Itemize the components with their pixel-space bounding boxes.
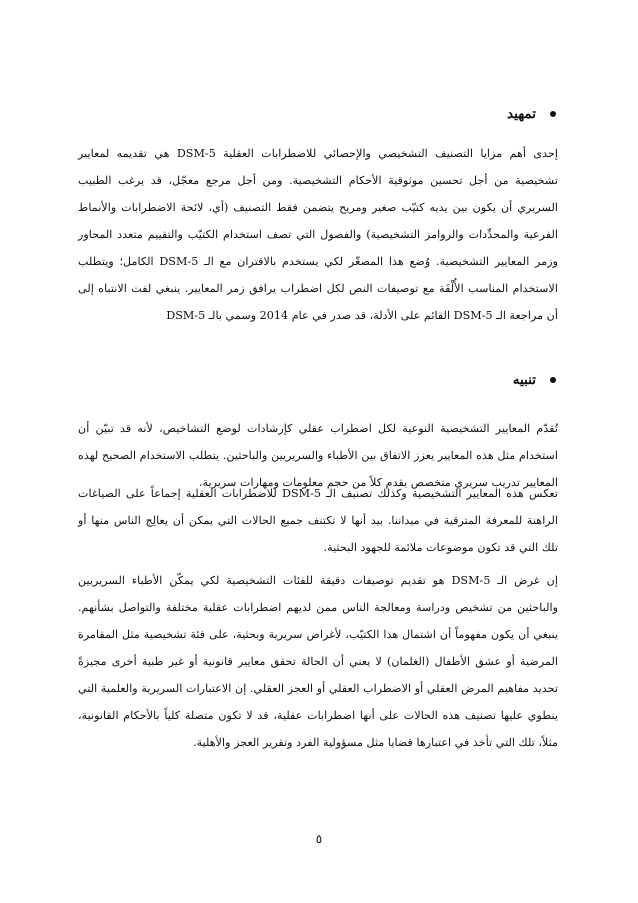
page-number: ٥ [315, 832, 323, 846]
bullet-icon [550, 377, 556, 383]
section-heading-notice [513, 372, 556, 388]
section-heading-text: تنبيه [512, 372, 536, 388]
section-heading-text: تمهيد [507, 106, 536, 122]
paragraph-notice-1: تُقدّم المعايير التشخيصية النوعية لكل اضطراب عقلي كإرشادات لوضع التشاخيص، لأنه قد تبيّن أن استخدام مثل هذه المعايير يعزز الاتفاق بين الأطباء والسريريين والباحثين. يتطلب الاستخدام الصحيح لهذه المعايير تدريب سريري متخصص يقدم كلاً من حجم معلومات ومهارات سريرية. [78, 422, 558, 489]
paragraph-notice-3: إن غرض الـ DSM-5 هو تقديم توصيفات دقيقة للفئات التشخيصية لكي يمكّن الأطباء السريريين والباحثين من تشخيص ودراسة ومعالجة الناس ممن لديهم اضطرابات عقلية مختلفة والتواصل بشأنهم. ينبغي أن يكون مفهوماً أن اشتمال هذا الكتيّب، لأغراض سريرية وبحثية، على فئة تشخيصية مثل المقامرة المرضية أو عشق الأطفال (الغلمان) لا يعني أن الحالة تحقق معايير قانونية أو غير طبية أخرى مجيزةً تحديد مفاهيم المرض العقلي أو الاضطراب العقلي أو العجز العقلي. إن الاعتبارات السريرية والعلمية التي ينطوي عليها تصنيف هذه الحالات على أنها اضطرابات عقلية، قد لا تكون متصلة كلياً بالأحكام القانونية، مثلاً، تلك التي تأخذ في اعتبارها قضايا مثل مسؤولية الفرد وتقرير العجز والأهلية. [78, 574, 559, 749]
bullet-icon [550, 111, 556, 117]
paragraph-intro: إحدى أهم مزايا التصنيف التشخيصي والإحصائي للاضطرابات العقلية DSM-5 هي تقديمه لمعايير تشخيصية من أجل تحسين موثوقية الأحكام التشخيصية. ومن أجل مرجع معجّل، قد يرغب الطبيب السريري أن يكون بين يديه كتيّب صغير ومريح يتضمن فقط التصنيف (أي، لائحة الاضطرابات والأنماط الفرعية والمحدِّدات والروامز التشخيصية) والفصول التي تصف استخدام الكتيّب والتقييم متعدد المحاور وزمر المعايير التشخيصية. وُضع هذا المصغّر لكي يستخدم بالاقتران مع الـ DSM-5 الكامل؛ ويتطلب الاستخدام المناسب الأُلْفَة مع توصيفات النص لكل اضطراب يرافق زمر المعايير. ينبغي لفت الانتباه إلى أن مراجعة الـ DSM-5 القائم على الأدلة، قد صدر في عام 2014 وسمي بالـ DSM-5 [78, 147, 559, 322]
section-heading-intro [507, 106, 556, 122]
paragraph-notice-2: تعكس هذه المعايير التشخيصية وكذلك تصنيف الـ DSM-5 للاضطرابات العقلية إجماعاً على الصياغات الراهنة للمعرفة المترقية في ميداننا. بيد أنها لا تكتنف جميع الحالات التي يمكن أن يعالِج الناس منها أو تلك التي قد تكون موضوعات ملائمة للجهود البحثية. [78, 487, 558, 554]
